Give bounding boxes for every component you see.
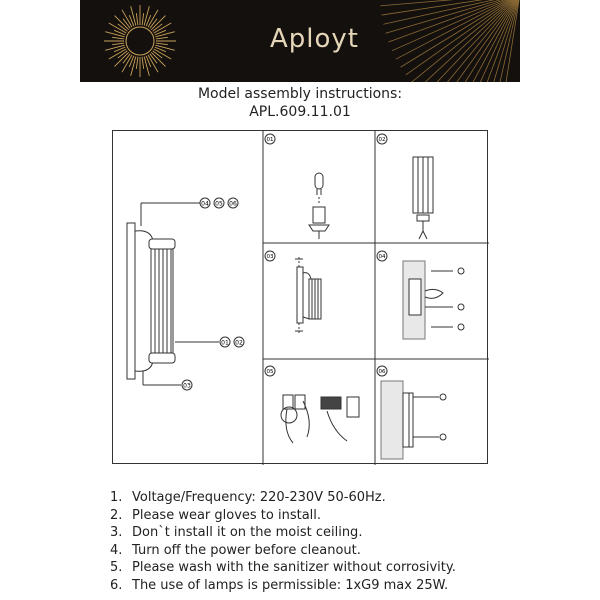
callout-label: 06 [229,200,237,208]
instruction-item [110,559,580,577]
instruction-item [110,524,580,542]
instruction-text: Please wash with the sanitizer without corrosivity. [132,560,456,575]
instructions-list [110,489,580,594]
instruction-text: Turn off the power before cleanout. [132,542,361,558]
instruction-text: Please wear gloves to install. [132,507,322,523]
assembly-diagram [112,130,488,464]
callout-label: 05 [215,200,223,208]
callout-group-456 [200,198,238,208]
callout-label: 01 [221,339,229,347]
step-label: 05 [266,369,274,375]
instruction-number: 2. [110,507,123,523]
step-badge-03 [265,251,275,261]
instruction-item [110,489,580,507]
brand-name: Aployt [270,24,360,54]
step-badge-05 [265,366,275,376]
step-05-wiring-drawing [281,395,359,443]
instruction-number: 6. [110,577,123,593]
step-label: 01 [266,137,274,143]
step-badge-01 [265,134,275,144]
step-04-mount-drawing [403,261,464,339]
step-02-glass-drawing [413,157,433,239]
instruction-text: Voltage/Frequency: 220-230V 50-60Hz. [132,490,386,505]
instruction-text: Don`t install it on the moist ceiling. [132,525,363,540]
step-03-lamp-drawing [295,257,321,333]
page-title: Model assembly instructions: [197,86,403,102]
step-label: 06 [378,369,386,375]
instruction-item [110,542,580,560]
instruction-number: 3. [110,525,123,540]
step-badge-02 [377,134,387,144]
step-badge-06 [377,366,387,376]
step-01-bulb-drawing [309,173,329,239]
step-label: 03 [266,254,274,260]
instruction-item [110,507,580,525]
step-06-final-drawing [381,381,446,459]
callout-label: 03 [183,382,191,390]
step-label: 04 [378,254,386,260]
callout-group-3 [182,380,192,390]
callout-label: 02 [235,339,243,347]
instruction-number: 1. [110,490,123,505]
callout-group-12 [220,337,244,347]
instruction-number: 5. [110,560,123,575]
model-number: APL.609.11.01 [249,104,351,120]
step-badge-04 [377,251,387,261]
instruction-text: The use of lamps is permissible: 1xG9 max 25W. [132,577,449,593]
callout-label: 04 [201,200,209,208]
step-label: 02 [378,137,386,143]
brand-header [80,0,520,82]
instruction-number: 4. [110,542,123,558]
instruction-item [110,577,580,595]
